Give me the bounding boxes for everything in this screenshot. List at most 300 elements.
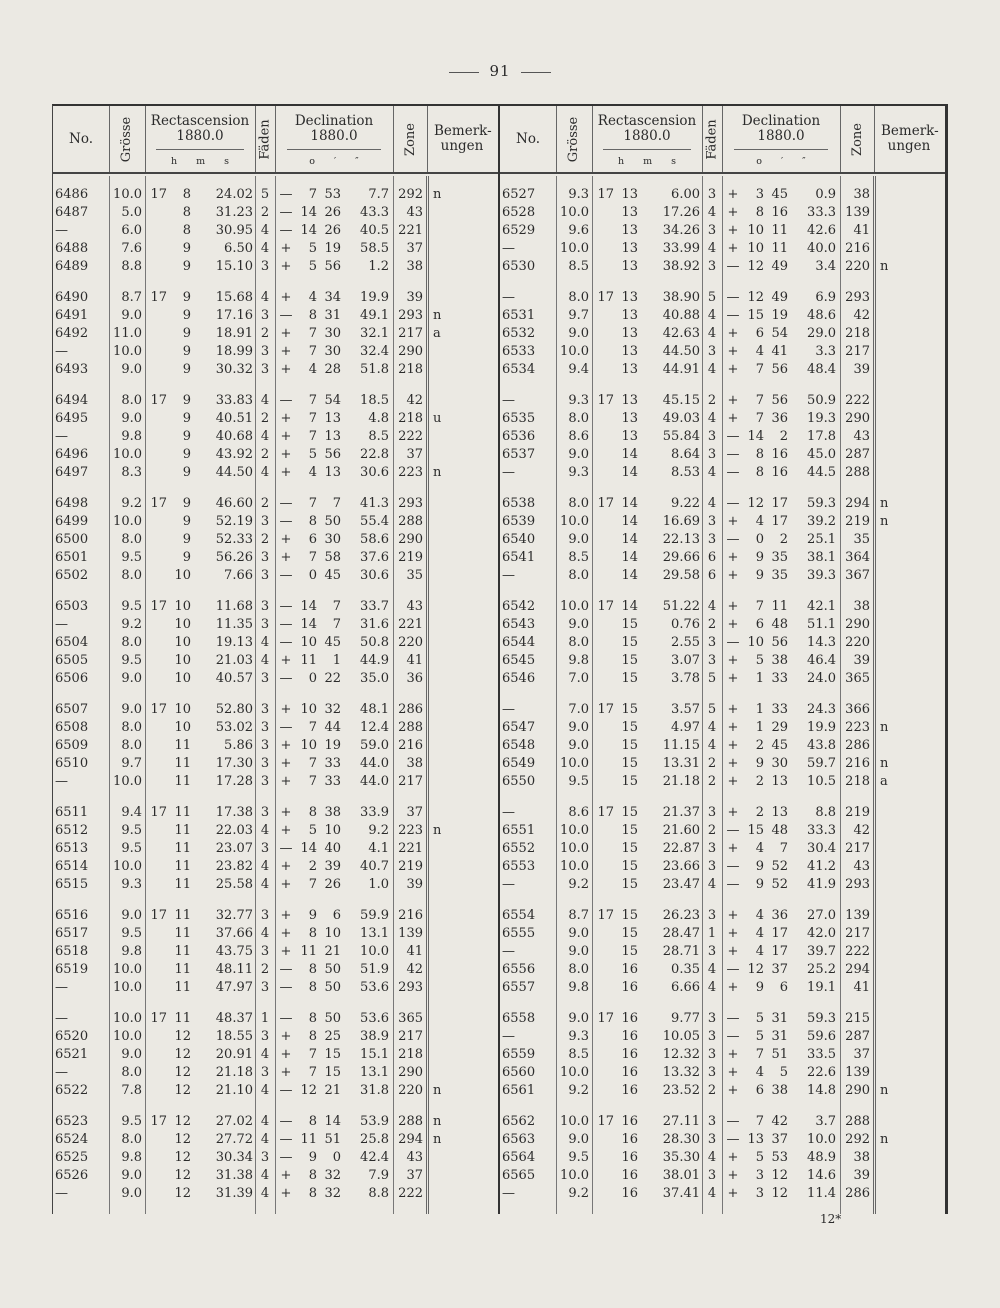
zone-cell: 365 — [398, 1011, 423, 1026]
ra-seconds-cell: 27.11 — [662, 1114, 700, 1129]
decl-arcsec-cell: 22.6 — [807, 1065, 836, 1080]
ra-seconds-cell: 3.57 — [671, 702, 700, 717]
magnitude-cell: 9.0 — [121, 702, 142, 717]
magnitude-cell: 9.5 — [121, 823, 142, 838]
decl-arcmin-cell: 38 — [771, 1083, 788, 1098]
magnitude-cell: 8.6 — [568, 429, 589, 444]
decl-sign-cell: + — [727, 738, 739, 753]
table-row — [500, 598, 945, 616]
header-decl-units: o ′ ″ — [309, 155, 359, 167]
decl-degrees-cell: 7 — [308, 756, 317, 771]
zone-cell: 221 — [398, 841, 423, 856]
magnitude-cell: 9.5 — [121, 841, 142, 856]
decl-arcsec-cell: 9.2 — [368, 823, 389, 838]
header-ra-units: h m s — [617, 155, 677, 167]
magnitude-cell: 9.2 — [568, 1186, 589, 1201]
thread-count-cell: 4 — [260, 859, 270, 874]
remark-cell — [433, 840, 453, 858]
zone-cell: 215 — [845, 1011, 870, 1026]
decl-sign-cell: + — [280, 550, 292, 565]
magnitude-cell: 9.0 — [568, 447, 589, 462]
ra-seconds-cell: 40.51 — [215, 411, 253, 426]
remark-cell — [880, 876, 900, 894]
magnitude-cell: 9.2 — [568, 1083, 589, 1098]
remark-cell — [433, 495, 453, 513]
zone-cell: 41 — [406, 653, 423, 668]
table-row — [53, 719, 498, 737]
decl-sign-cell: — — [279, 599, 293, 614]
thread-count-cell: 2 — [260, 962, 270, 977]
ra-seconds-cell: 10.05 — [662, 1029, 700, 1044]
zone-cell: 139 — [845, 205, 870, 220]
magnitude-cell: 9.0 — [121, 411, 142, 426]
table-row — [53, 240, 498, 258]
zone-cell: 42 — [406, 962, 423, 977]
ra-minutes-cell: 11 — [174, 944, 191, 959]
decl-sign-cell: — — [279, 187, 293, 202]
decl-arcmin-cell: 17 — [771, 496, 788, 511]
ra-minutes-cell: 9 — [182, 532, 191, 547]
ra-seconds-cell: 22.87 — [662, 841, 700, 856]
ra-seconds-cell: 12.32 — [662, 1047, 700, 1062]
decl-sign-cell: + — [280, 877, 292, 892]
zone-cell: 216 — [845, 241, 870, 256]
thread-count-cell: 4 — [260, 429, 270, 444]
ra-seconds-cell: 30.34 — [215, 1150, 253, 1165]
header-groesse-label: Grösse — [119, 116, 135, 162]
decl-degrees-cell: 8 — [308, 514, 317, 529]
table-row — [500, 240, 945, 258]
remark-cell — [433, 549, 453, 567]
thread-count-cell: 2 — [707, 1083, 717, 1098]
remark-cell — [880, 652, 900, 670]
remark-cell — [433, 513, 453, 531]
decl-arcmin-cell: 30 — [324, 532, 341, 547]
decl-degrees-cell: 4 — [755, 841, 764, 856]
decl-arcmin-cell: 32 — [324, 1186, 341, 1201]
decl-arcmin-cell: 44 — [324, 720, 341, 735]
table-row — [500, 325, 945, 343]
ra-seconds-cell: 2.55 — [671, 635, 700, 650]
decl-arcsec-cell: 55.4 — [360, 514, 389, 529]
ra-minutes-cell: 9 — [182, 326, 191, 341]
decl-degrees-cell: 7 — [308, 393, 317, 408]
decl-arcmin-cell: 56 — [771, 362, 788, 377]
decl-degrees-cell: 8 — [308, 805, 317, 820]
star-number-cell: — — [55, 1186, 68, 1201]
thread-count-cell: 3 — [707, 447, 717, 462]
ra-hours-cell — [147, 1185, 167, 1203]
ra-seconds-cell: 5.86 — [224, 738, 253, 753]
star-number-cell: 6496 — [55, 447, 89, 462]
ra-hours-cell — [594, 1149, 614, 1167]
zone-cell: 290 — [398, 344, 423, 359]
ra-hours-cell — [594, 961, 614, 979]
ra-minutes-cell: 10 — [174, 568, 191, 583]
decl-arcmin-cell: 39 — [324, 859, 341, 874]
thread-count-cell: 3 — [260, 720, 270, 735]
thread-count-cell: 2 — [707, 393, 717, 408]
remark-cell — [880, 446, 900, 464]
decl-degrees-cell: 7 — [308, 1047, 317, 1062]
decl-degrees-cell: 7 — [755, 393, 764, 408]
decl-arcmin-cell: 50 — [324, 1011, 341, 1026]
decl-degrees-cell: 2 — [308, 859, 317, 874]
ra-hours-cell — [147, 325, 167, 343]
zone-cell: 223 — [398, 823, 423, 838]
decl-arcmin-cell: 30 — [771, 756, 788, 771]
remark-cell — [880, 464, 900, 482]
remark-cell — [880, 840, 900, 858]
ra-hours-cell: 17 — [150, 393, 167, 408]
table-row — [53, 737, 498, 755]
decl-sign-cell: + — [727, 774, 739, 789]
decl-arcsec-cell: 6.9 — [815, 290, 836, 305]
decl-sign-cell: — — [279, 962, 293, 977]
decl-degrees-cell: 7 — [308, 344, 317, 359]
decl-degrees-cell: 12 — [300, 1083, 317, 1098]
thread-count-cell: 4 — [260, 1114, 270, 1129]
ra-minutes-cell: 9 — [182, 393, 191, 408]
table-row — [500, 1010, 945, 1028]
table-row — [500, 1167, 945, 1185]
header-no — [53, 106, 110, 172]
table-row — [500, 701, 945, 719]
remark-cell — [433, 204, 453, 222]
table-row — [500, 495, 945, 513]
thread-count-cell: 3 — [707, 1047, 717, 1062]
magnitude-cell: 10.0 — [560, 859, 589, 874]
remark-cell: n — [433, 465, 442, 480]
ra-hours-cell — [594, 979, 614, 997]
remark-cell — [880, 943, 900, 961]
thread-count-cell: 3 — [260, 944, 270, 959]
star-number-cell: 6512 — [55, 823, 89, 838]
ra-hours-cell — [147, 943, 167, 961]
magnitude-cell: 10.0 — [560, 344, 589, 359]
decl-sign-cell: + — [280, 859, 292, 874]
remark-cell: a — [880, 774, 888, 789]
decl-arcmin-cell: 26 — [324, 877, 341, 892]
ra-seconds-cell: 4.97 — [671, 720, 700, 735]
decl-arcmin-cell: 7 — [332, 496, 341, 511]
remark-cell — [433, 1167, 453, 1185]
decl-degrees-cell: 0 — [308, 671, 317, 686]
magnitude-cell: 9.8 — [121, 1150, 142, 1165]
decl-arcmin-cell: 33 — [324, 756, 341, 771]
star-number-cell: 6517 — [55, 926, 89, 941]
table-row — [500, 446, 945, 464]
thread-count-cell: 3 — [260, 617, 270, 632]
decl-degrees-cell: 7 — [755, 1047, 764, 1062]
ra-minutes-cell: 9 — [182, 411, 191, 426]
ra-minutes-cell: 10 — [174, 653, 191, 668]
ra-seconds-cell: 31.38 — [215, 1168, 253, 1183]
magnitude-cell: 9.2 — [121, 617, 142, 632]
decl-arcsec-cell: 59.7 — [807, 756, 836, 771]
zone-cell: 219 — [398, 859, 423, 874]
table-row — [53, 343, 498, 361]
thread-count-cell: 4 — [260, 635, 270, 650]
star-number-cell: — — [55, 617, 68, 632]
zone-cell: 38 — [406, 259, 423, 274]
decl-sign-cell: + — [727, 1065, 739, 1080]
thread-count-cell: 3 — [707, 908, 717, 923]
ra-seconds-cell: 52.80 — [215, 702, 253, 717]
star-number-cell: — — [55, 344, 68, 359]
ra-hours-cell — [594, 1046, 614, 1064]
thread-count-cell: 3 — [707, 344, 717, 359]
ra-seconds-cell: 8.53 — [671, 465, 700, 480]
ra-minutes-cell: 9 — [182, 290, 191, 305]
remark-cell — [880, 804, 900, 822]
decl-arcmin-cell: 48 — [771, 617, 788, 632]
table-row — [53, 961, 498, 979]
zone-cell: 43 — [853, 429, 870, 444]
star-number-cell: — — [55, 1065, 68, 1080]
table-row — [53, 1167, 498, 1185]
ra-hours-cell — [147, 549, 167, 567]
decl-arcsec-cell: 15.1 — [360, 1047, 389, 1062]
decl-arcmin-cell: 54 — [771, 326, 788, 341]
ra-hours-cell — [594, 513, 614, 531]
magnitude-cell: 9.5 — [568, 774, 589, 789]
zone-cell: 288 — [398, 1114, 423, 1129]
decl-arcmin-cell: 2 — [779, 532, 788, 547]
remark-cell — [880, 907, 900, 925]
thread-count-cell: 3 — [260, 1150, 270, 1165]
remark-cell — [433, 1046, 453, 1064]
decl-degrees-cell: 10 — [747, 223, 764, 238]
ra-seconds-cell: 38.90 — [662, 290, 700, 305]
decl-arcmin-cell: 52 — [771, 859, 788, 874]
decl-arcmin-cell: 37 — [771, 962, 788, 977]
star-number-cell: — — [502, 290, 515, 305]
decl-sign-cell: + — [727, 1168, 739, 1183]
remark-cell — [433, 634, 453, 652]
decl-arcmin-cell: 32 — [324, 702, 341, 717]
ra-minutes-cell: 10 — [174, 635, 191, 650]
thread-count-cell: 3 — [707, 841, 717, 856]
zone-cell: 290 — [845, 1083, 870, 1098]
star-number-cell: 6540 — [502, 532, 536, 547]
decl-arcsec-cell: 58.5 — [360, 241, 389, 256]
ra-minutes-cell: 9 — [182, 241, 191, 256]
ra-seconds-cell: 51.22 — [662, 599, 700, 614]
star-number-cell: 6514 — [55, 859, 89, 874]
zone-cell: 37 — [406, 447, 423, 462]
table-row — [53, 925, 498, 943]
ra-seconds-cell: 13.31 — [662, 756, 700, 771]
zone-cell: 290 — [398, 532, 423, 547]
decl-degrees-cell: 7 — [308, 429, 317, 444]
decl-arcmin-cell: 35 — [771, 568, 788, 583]
thread-count-cell: 3 — [707, 1114, 717, 1129]
zone-cell: 218 — [398, 1047, 423, 1062]
star-number-cell: 6542 — [502, 599, 536, 614]
magnitude-cell: 9.0 — [568, 1132, 589, 1147]
table-row — [53, 1082, 498, 1100]
zone-cell: 293 — [845, 877, 870, 892]
table-row — [500, 392, 945, 410]
magnitude-cell: 9.2 — [568, 877, 589, 892]
ra-hours-cell — [147, 876, 167, 894]
decl-arcmin-cell: 30 — [324, 344, 341, 359]
thread-count-cell: 4 — [260, 465, 270, 480]
decl-arcsec-cell: 30.6 — [360, 568, 389, 583]
thread-count-cell: 3 — [260, 841, 270, 856]
remark-cell — [880, 1046, 900, 1064]
ra-minutes-cell: 13 — [621, 393, 638, 408]
decl-sign-cell: + — [727, 514, 739, 529]
decl-arcmin-cell: 56 — [771, 393, 788, 408]
decl-sign-cell: + — [280, 1065, 292, 1080]
remark-cell — [433, 258, 453, 276]
ra-hours-cell — [147, 1082, 167, 1100]
decl-arcsec-cell: 14.6 — [807, 1168, 836, 1183]
ra-hours-cell: 17 — [150, 1114, 167, 1129]
star-number-cell: 6530 — [502, 259, 536, 274]
decl-sign-cell: + — [727, 720, 739, 735]
zone-cell: 43 — [406, 205, 423, 220]
remark-cell — [880, 634, 900, 652]
ra-hours-cell — [594, 773, 614, 791]
decl-arcsec-cell: 59.9 — [360, 908, 389, 923]
ra-minutes-cell: 10 — [174, 702, 191, 717]
remark-cell — [880, 616, 900, 634]
ra-seconds-cell: 38.01 — [662, 1168, 700, 1183]
decl-sign-cell: — — [279, 205, 293, 220]
zone-cell: 287 — [845, 447, 870, 462]
ra-seconds-cell: 18.99 — [215, 344, 253, 359]
magnitude-cell: 10.0 — [560, 599, 589, 614]
ra-seconds-cell: 23.47 — [662, 877, 700, 892]
star-number-cell: — — [502, 805, 515, 820]
remark-cell: n — [880, 756, 889, 771]
remark-cell: n — [433, 823, 442, 838]
decl-arcsec-cell: 11.4 — [807, 1186, 836, 1201]
magnitude-cell: 9.8 — [568, 653, 589, 668]
magnitude-cell: 7.0 — [568, 671, 589, 686]
zone-cell: 217 — [398, 326, 423, 341]
decl-sign-cell: + — [280, 465, 292, 480]
header-ra-title: Rectascension — [597, 112, 697, 129]
ra-hours-cell — [594, 822, 614, 840]
thread-count-cell: 3 — [707, 259, 717, 274]
decl-degrees-cell: 10 — [300, 738, 317, 753]
decl-degrees-cell: 10 — [747, 241, 764, 256]
decl-degrees-cell: 7 — [308, 720, 317, 735]
thread-count-cell: 2 — [260, 326, 270, 341]
decl-arcmin-cell: 51 — [771, 1047, 788, 1062]
thread-count-cell: 4 — [707, 205, 717, 220]
decl-arcsec-cell: 58.6 — [360, 532, 389, 547]
remark-cell — [880, 307, 900, 325]
remark-cell: n — [433, 1083, 442, 1098]
thread-count-cell: 3 — [707, 1011, 717, 1026]
table-row — [53, 1010, 498, 1028]
magnitude-cell: 9.3 — [121, 877, 142, 892]
decl-arcmin-cell: 37 — [771, 1132, 788, 1147]
ra-hours-cell — [594, 737, 614, 755]
zone-cell: 218 — [845, 326, 870, 341]
magnitude-cell: 10.0 — [113, 447, 142, 462]
remark-cell — [433, 737, 453, 755]
decl-arcmin-cell: 49 — [771, 259, 788, 274]
ra-hours-cell — [594, 410, 614, 428]
star-number-cell: 6516 — [55, 908, 89, 923]
decl-sign-cell: + — [280, 1029, 292, 1044]
ra-minutes-cell: 15 — [621, 877, 638, 892]
decl-arcmin-cell: 30 — [324, 326, 341, 341]
decl-sign-cell: + — [727, 702, 739, 717]
magnitude-cell: 9.5 — [121, 1114, 142, 1129]
table-header — [500, 106, 945, 174]
thread-count-cell: 3 — [707, 187, 717, 202]
remark-cell — [433, 240, 453, 258]
decl-sign-cell: + — [727, 671, 739, 686]
ra-minutes-cell: 13 — [621, 259, 638, 274]
ra-hours-cell: 17 — [150, 1011, 167, 1026]
magnitude-cell: 8.0 — [568, 496, 589, 511]
decl-degrees-cell: 3 — [755, 187, 764, 202]
zone-cell: 293 — [398, 308, 423, 323]
header-rectascension — [145, 106, 256, 172]
magnitude-cell: 9.0 — [121, 1186, 142, 1201]
ra-seconds-cell: 44.91 — [662, 362, 700, 377]
decl-arcmin-cell: 6 — [332, 908, 341, 923]
decl-degrees-cell: 10 — [747, 635, 764, 650]
zone-cell: 222 — [845, 393, 870, 408]
ra-seconds-cell: 33.83 — [215, 393, 253, 408]
remark-cell — [433, 755, 453, 773]
magnitude-cell: 9.6 — [568, 223, 589, 238]
magnitude-cell: 10.0 — [113, 859, 142, 874]
decl-sign-cell: — — [279, 1132, 293, 1147]
ra-seconds-cell: 27.72 — [215, 1132, 253, 1147]
ra-hours-cell: 17 — [150, 187, 167, 202]
decl-degrees-cell: 9 — [755, 980, 764, 995]
decl-arcsec-cell: 3.3 — [815, 344, 836, 359]
decl-arcmin-cell: 45 — [771, 187, 788, 202]
decl-sign-cell: — — [726, 635, 740, 650]
zone-cell: 39 — [853, 653, 870, 668]
decl-degrees-cell: 12 — [747, 962, 764, 977]
zone-cell: 42 — [853, 823, 870, 838]
decl-degrees-cell: 8 — [308, 926, 317, 941]
star-number-cell: 6535 — [502, 411, 536, 426]
remark-cell — [880, 1028, 900, 1046]
magnitude-cell: 8.0 — [568, 962, 589, 977]
decl-sign-cell: + — [727, 756, 739, 771]
ra-seconds-cell: 0.76 — [671, 617, 700, 632]
star-number-cell: 6523 — [55, 1114, 89, 1129]
decl-arcsec-cell: 10.0 — [807, 1132, 836, 1147]
star-number-cell: — — [502, 702, 515, 717]
decl-arcsec-cell: 41.2 — [807, 859, 836, 874]
thread-count-cell: 5 — [707, 290, 717, 305]
decl-arcsec-cell: 45.0 — [807, 447, 836, 462]
thread-count-cell: 4 — [260, 653, 270, 668]
ra-hours-cell — [594, 567, 614, 585]
magnitude-cell: 9.0 — [568, 617, 589, 632]
magnitude-cell: 8.0 — [568, 635, 589, 650]
ra-seconds-cell: 19.13 — [215, 635, 253, 650]
ra-seconds-cell: 16.69 — [662, 514, 700, 529]
star-number-cell: 6533 — [502, 344, 536, 359]
header-groesse — [556, 106, 593, 172]
star-number-cell: 6491 — [55, 308, 89, 323]
